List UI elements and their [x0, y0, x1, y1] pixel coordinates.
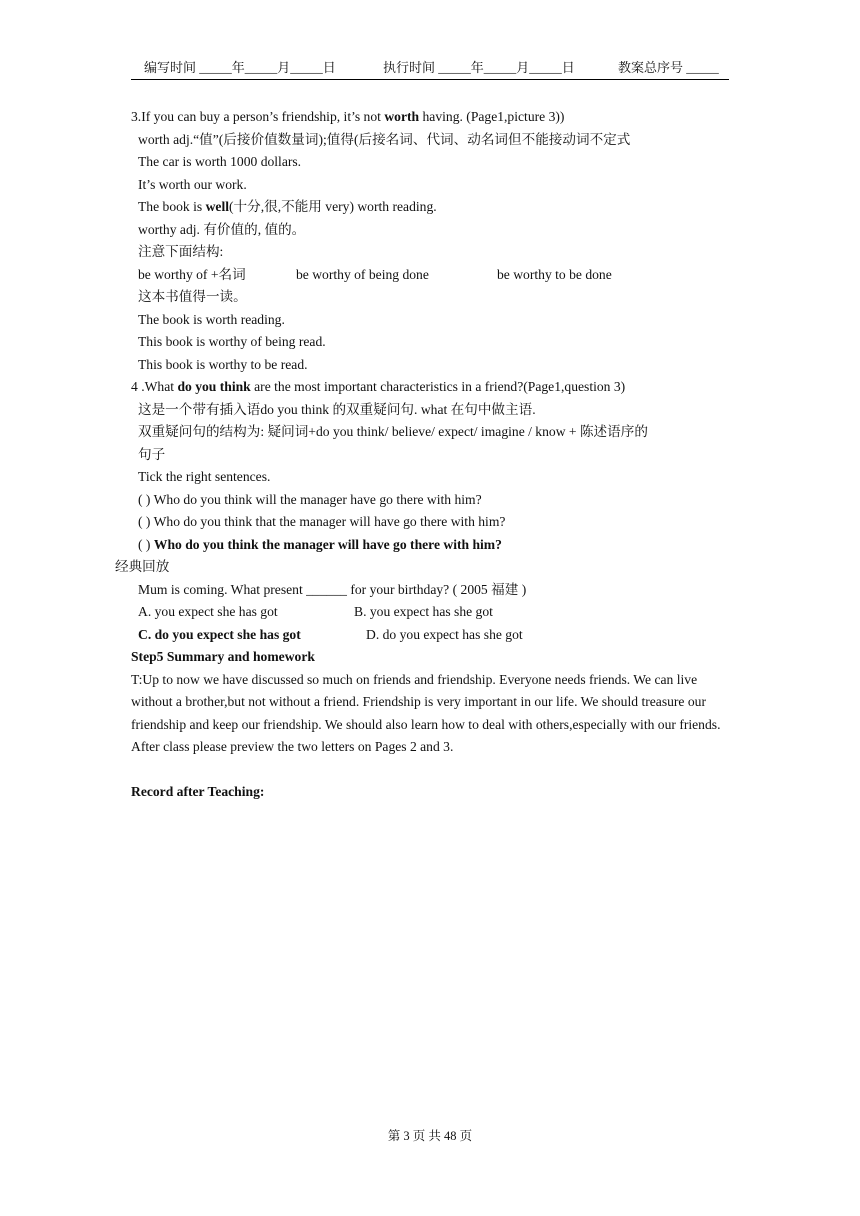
example-3-bold: well — [205, 199, 229, 214]
structure-note: 注意下面结构: — [138, 244, 224, 259]
options-ab — [131, 601, 731, 624]
option-b: B. you expect has she got — [354, 604, 493, 619]
document-body — [115, 106, 731, 803]
translate-prompt: 这本书值得一读。 — [138, 289, 247, 304]
structure-row — [131, 264, 731, 287]
option-d: D. do you expect has she got — [366, 626, 523, 642]
tick-item-3 — [131, 534, 731, 557]
tick-item-2: ( ) Who do you think that the manager will have go there with him? — [138, 514, 506, 529]
classic-heading: 经典回放 — [115, 559, 170, 574]
structure-2: be worthy of being done — [296, 266, 429, 282]
options-cd — [131, 624, 731, 647]
q3-line — [131, 106, 731, 129]
tick-item-3-bracket: ( ) — [138, 536, 154, 552]
spacer — [131, 759, 731, 781]
q4-ref: are the most important characteristics in a friend?(Page1,question 3) — [250, 379, 626, 394]
plan-number: 教案总序号 _____ — [618, 60, 719, 75]
example-3-text: The book is — [138, 199, 206, 214]
page-footer: 第 3 页 共 48 页 — [387, 1129, 473, 1143]
q3-ref: having. (Page1,picture 3)) — [419, 109, 565, 124]
q3-bold: worth — [384, 109, 420, 124]
summary-paragraph: T:Up to now we have discussed so much on friends and friendship. Everyone needs friends. We can live without a brother,but not without a friend. Friendship is very important in our life. We should treasure our friendship and keep our friendship. We should also learn how to deal with others,especially with our friends. After class please preview the two letters on Pages 2 and 3. — [131, 671, 721, 754]
write-time: 编写时间 _____年_____月_____日 — [144, 60, 336, 75]
example-3 — [131, 196, 731, 219]
q3-text: 3.If you can buy a person’s friendship, it’s not — [131, 109, 385, 124]
answer-3: This book is worthy to be read. — [138, 356, 308, 372]
q4-line — [131, 376, 731, 399]
q4-note: 这是一个带有插入语do you think 的双重疑问句. what 在句中做主语. — [138, 401, 536, 417]
tick-item-3-text: Who do you think the manager will have go there with him? — [153, 536, 502, 552]
q4-text: 4 .What — [131, 379, 178, 394]
q4-structure-2: 句子 — [138, 446, 166, 462]
example-3-note: (十分,很,不能用 very) worth reading. — [229, 199, 437, 214]
structure-3: be worthy to be done — [497, 266, 612, 282]
tick-instruction: Tick the right sentences. — [138, 469, 271, 484]
mum-question: Mum is coming. What present ______ for your birthday? ( 2005 福建 ) — [138, 581, 527, 597]
answer-1: The book is worth reading. — [138, 311, 285, 327]
worth-definition: worth adj.“值”(后接价值数量词);值得(后接名词、代词、动名词但不能接动词不定式 — [138, 131, 631, 147]
record-heading: Record after Teaching: — [131, 783, 265, 799]
option-c: C. do you expect she has got — [138, 626, 301, 642]
example-2: It’s worth our work. — [138, 176, 247, 192]
example-1: The car is worth 1000 dollars. — [138, 154, 302, 169]
answer-2: This book is worthy of being read. — [138, 334, 326, 349]
page-header — [131, 58, 729, 80]
q4-structure-1: 双重疑问句的结构为: 疑问词+do you think/ believe/ expect/ imagine / know + 陈述语序的 — [138, 424, 648, 439]
step5-heading: Step5 Summary and homework — [131, 649, 315, 664]
worthy-definition: worthy adj. 有价值的, 值的。 — [138, 221, 306, 237]
structure-1: be worthy of +名词 — [138, 266, 246, 282]
tick-item-1: ( ) Who do you think will the manager have go there with him? — [138, 491, 482, 507]
option-a: A. you expect she has got — [138, 604, 278, 619]
exec-time: 执行时间 _____年_____月_____日 — [383, 60, 575, 75]
q4-bold: do you think — [177, 379, 251, 394]
